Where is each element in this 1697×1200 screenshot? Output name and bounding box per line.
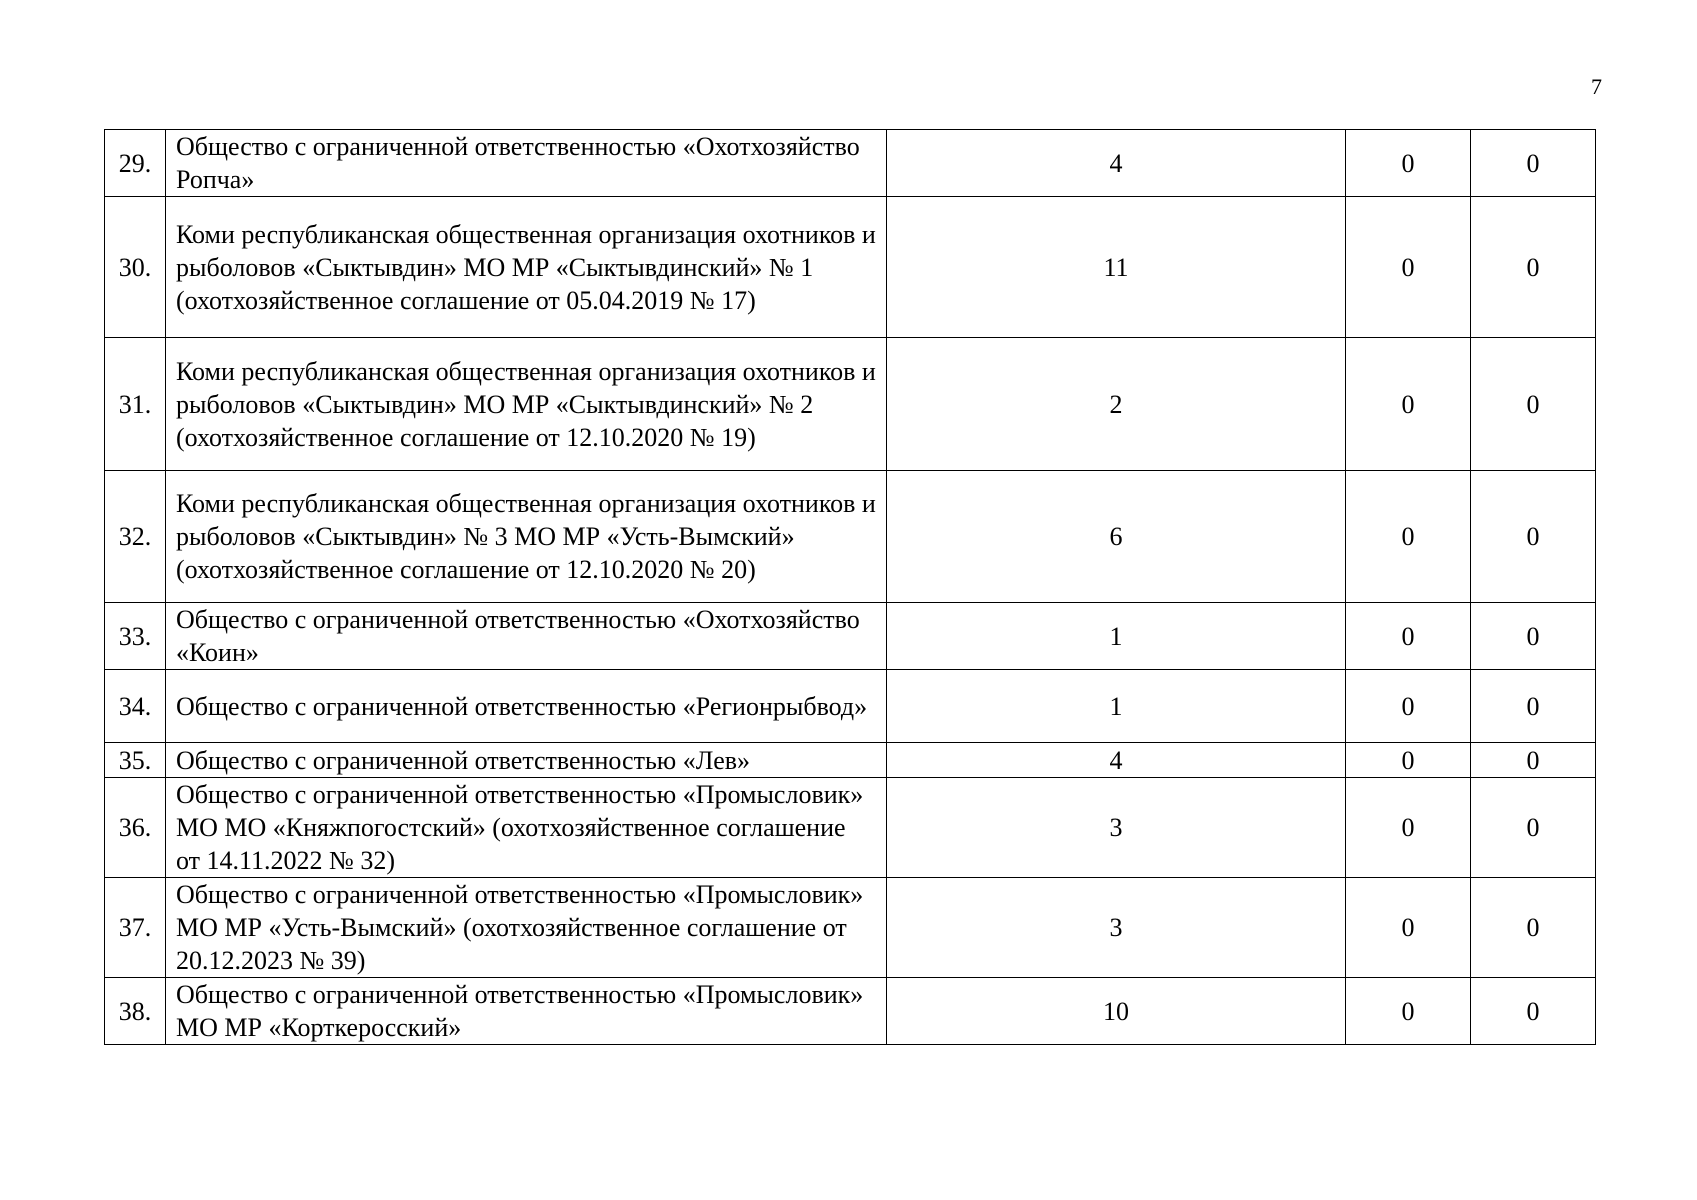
value-col-1: 4 bbox=[887, 130, 1346, 197]
organization-name: Общество с ограниченной ответственностью «Промысловик» МО МР «Усть-Вымский» (охотхозяйственное соглашение от 20.12.2023 № 39) bbox=[166, 878, 887, 978]
data-table bbox=[104, 129, 1596, 1045]
organization-name: Общество с ограниченной ответственностью «Регионрыбвод» bbox=[166, 670, 887, 743]
table-row bbox=[105, 603, 1596, 670]
table-row bbox=[105, 670, 1596, 743]
row-number: 33. bbox=[105, 603, 166, 670]
value-col-3: 0 bbox=[1471, 670, 1596, 743]
row-number: 38. bbox=[105, 978, 166, 1045]
organization-name: Общество с ограниченной ответственностью «Промысловик» МО МР «Корткеросский» bbox=[166, 978, 887, 1045]
value-col-3: 0 bbox=[1471, 743, 1596, 778]
value-col-2: 0 bbox=[1346, 670, 1471, 743]
value-col-2: 0 bbox=[1346, 338, 1471, 471]
table-row bbox=[105, 197, 1596, 338]
row-number: 32. bbox=[105, 471, 166, 603]
value-col-2: 0 bbox=[1346, 130, 1471, 197]
row-number: 35. bbox=[105, 743, 166, 778]
value-col-1: 4 bbox=[887, 743, 1346, 778]
value-col-3: 0 bbox=[1471, 778, 1596, 878]
value-col-1: 6 bbox=[887, 471, 1346, 603]
organization-name: Общество с ограниченной ответственностью «Охотхозяйство «Коин» bbox=[166, 603, 887, 670]
value-col-2: 0 bbox=[1346, 471, 1471, 603]
organization-name: Коми республиканская общественная организация охотников и рыболовов «Сыктывдин» МО МР «Сыктывдинский» № 1 (охотхозяйственное соглашение от 05.04.2019 № 17) bbox=[166, 197, 887, 338]
value-col-3: 0 bbox=[1471, 603, 1596, 670]
value-col-1: 10 bbox=[887, 978, 1346, 1045]
row-number: 36. bbox=[105, 778, 166, 878]
value-col-2: 0 bbox=[1346, 743, 1471, 778]
table-row bbox=[105, 338, 1596, 471]
value-col-1: 2 bbox=[887, 338, 1346, 471]
row-number: 34. bbox=[105, 670, 166, 743]
organization-name: Общество с ограниченной ответственностью «Промысловик» МО МО «Княжпогостский» (охотхозяйственное соглашение от 14.11.2022 № 32) bbox=[166, 778, 887, 878]
value-col-1: 3 bbox=[887, 778, 1346, 878]
value-col-3: 0 bbox=[1471, 338, 1596, 471]
organization-name: Коми республиканская общественная организация охотников и рыболовов «Сыктывдин» МО МР «Сыктывдинский» № 2 (охотхозяйственное соглашение от 12.10.2020 № 19) bbox=[166, 338, 887, 471]
row-number: 37. bbox=[105, 878, 166, 978]
table-row bbox=[105, 743, 1596, 778]
value-col-3: 0 bbox=[1471, 197, 1596, 338]
value-col-2: 0 bbox=[1346, 878, 1471, 978]
table-row bbox=[105, 471, 1596, 603]
page-number: 7 bbox=[1591, 74, 1602, 99]
value-col-1: 1 bbox=[887, 670, 1346, 743]
organization-name: Коми республиканская общественная организация охотников и рыболовов «Сыктывдин» № 3 МО МР «Усть-Вымский» (охотхозяйственное соглашение от 12.10.2020 № 20) bbox=[166, 471, 887, 603]
row-number: 30. bbox=[105, 197, 166, 338]
value-col-2: 0 bbox=[1346, 197, 1471, 338]
table-row bbox=[105, 778, 1596, 878]
row-number: 31. bbox=[105, 338, 166, 471]
value-col-1: 11 bbox=[887, 197, 1346, 338]
value-col-2: 0 bbox=[1346, 778, 1471, 878]
row-number: 29. bbox=[105, 130, 166, 197]
value-col-3: 0 bbox=[1471, 978, 1596, 1045]
value-col-2: 0 bbox=[1346, 978, 1471, 1045]
value-col-1: 3 bbox=[887, 878, 1346, 978]
table-row bbox=[105, 978, 1596, 1045]
organization-name: Общество с ограниченной ответственностью «Охотхозяйство Ропча» bbox=[166, 130, 887, 197]
value-col-3: 0 bbox=[1471, 878, 1596, 978]
value-col-3: 0 bbox=[1471, 130, 1596, 197]
organization-name: Общество с ограниченной ответственностью «Лев» bbox=[166, 743, 887, 778]
table-row bbox=[105, 878, 1596, 978]
value-col-1: 1 bbox=[887, 603, 1346, 670]
value-col-2: 0 bbox=[1346, 603, 1471, 670]
table-row bbox=[105, 130, 1596, 197]
value-col-3: 0 bbox=[1471, 471, 1596, 603]
